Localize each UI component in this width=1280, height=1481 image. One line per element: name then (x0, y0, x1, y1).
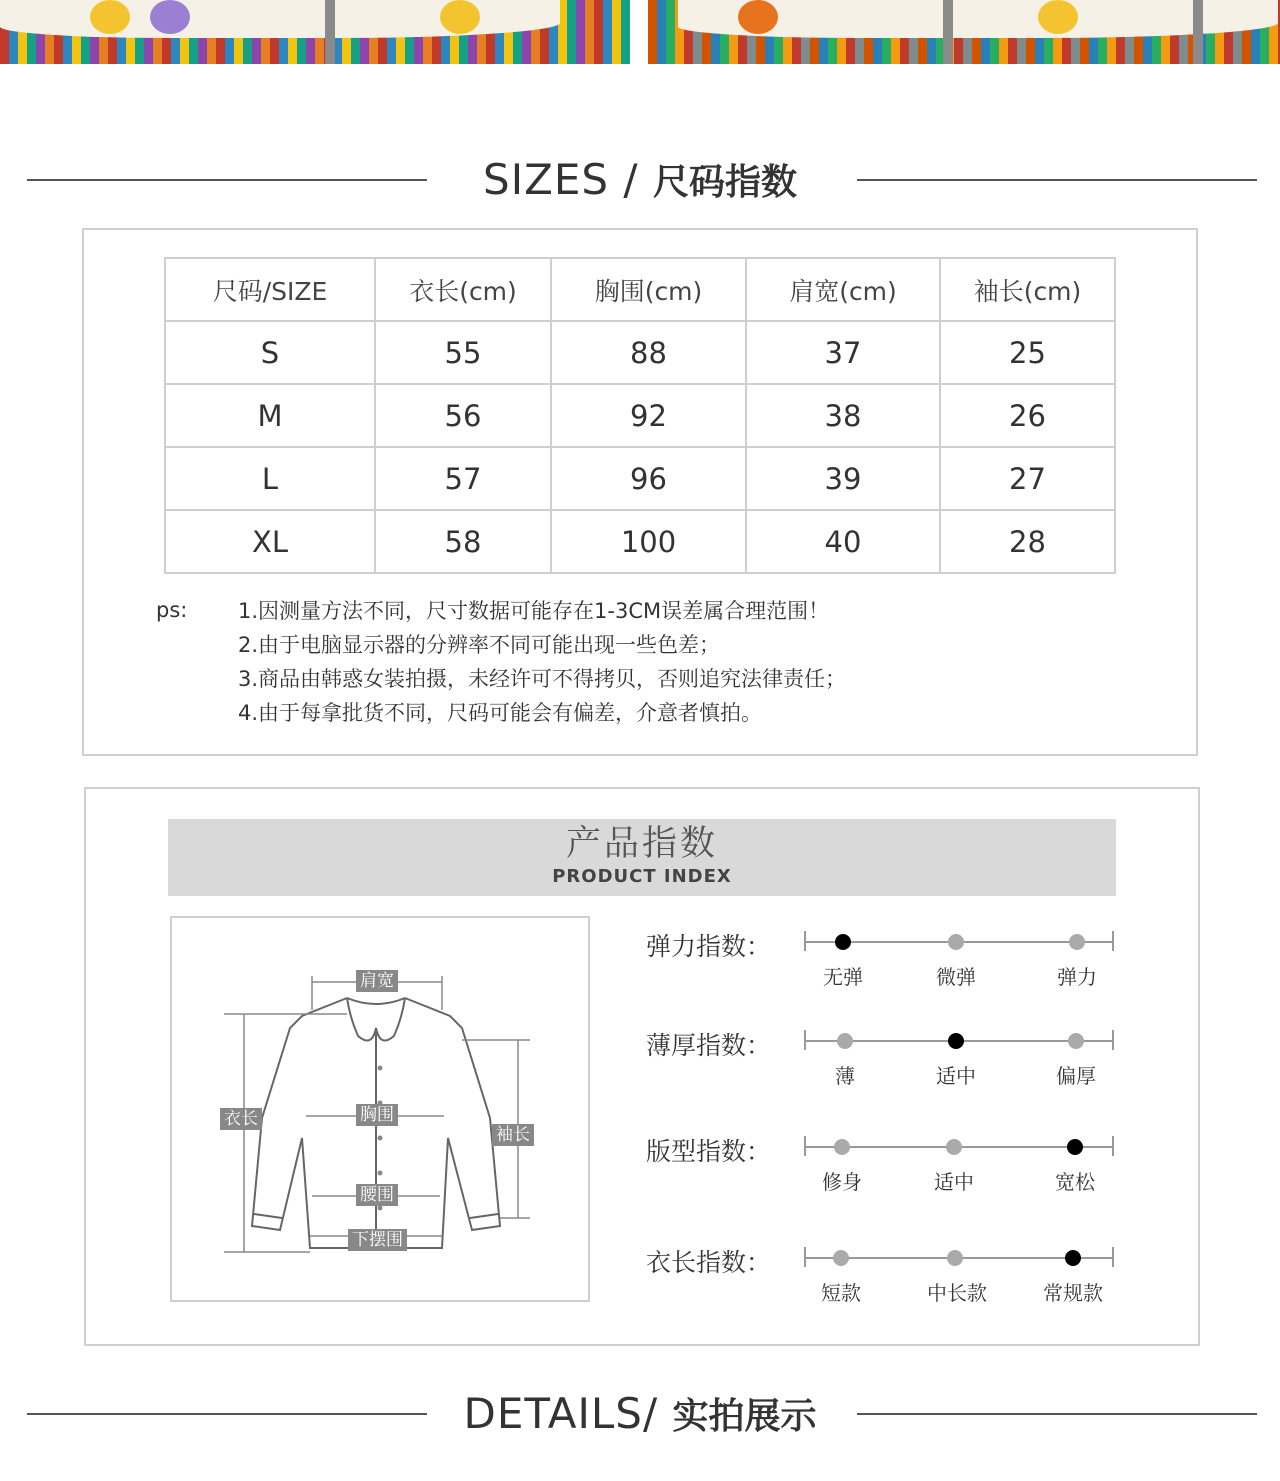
cell-length: 57 (375, 447, 551, 510)
cell-size: S (165, 321, 375, 384)
index-track-start (804, 931, 806, 951)
table-row (165, 321, 1115, 384)
index-dot (1068, 1033, 1084, 1049)
header-chest: 胸围(cm) (551, 258, 746, 321)
cell-shoulder: 37 (746, 321, 940, 384)
shoulder-label: 肩宽 (356, 970, 398, 992)
index-dot (1067, 1139, 1083, 1155)
waist-label: 腰围 (356, 1184, 398, 1206)
index-track-end (1112, 931, 1114, 951)
cell-sleeve: 27 (940, 447, 1115, 510)
index-track-end (1112, 1136, 1114, 1156)
table-row (165, 510, 1115, 573)
cell-sleeve: 26 (940, 384, 1115, 447)
index-option: 无弹 (823, 965, 863, 989)
note-item: 2.由于电脑显示器的分辨率不同可能出现一些色差； (238, 633, 721, 657)
index-name: 薄厚指数： (646, 1031, 772, 1060)
thickness-index (646, 1026, 1126, 1096)
sizes-title-sep: / (609, 155, 653, 204)
index-option: 宽松 (1055, 1170, 1095, 1194)
cell-chest: 88 (551, 321, 746, 384)
index-track-end (1112, 1030, 1114, 1050)
index-track-end (1112, 1247, 1114, 1267)
index-name: 弹力指数： (646, 932, 772, 961)
index-dot (835, 934, 851, 950)
cell-shoulder: 40 (746, 510, 940, 573)
details-title-sep: / (642, 1389, 673, 1438)
size-table (164, 257, 1116, 574)
sizes-section-title (0, 150, 1280, 210)
garment-diagram (170, 916, 590, 1302)
ps-label: ps: (156, 598, 188, 622)
cell-size: M (165, 384, 375, 447)
index-option: 适中 (936, 1064, 976, 1088)
product-photo-right (648, 0, 1280, 64)
cell-sleeve: 28 (940, 510, 1115, 573)
index-dot (834, 1139, 850, 1155)
size-chart-card (82, 228, 1198, 756)
length-label: 衣长 (220, 1108, 262, 1130)
note-item: 1.因测量方法不同，尺寸数据可能存在1-3CM误差属合理范围！ (238, 599, 830, 623)
sleeve-label: 袖长 (492, 1124, 534, 1146)
chest-label: 胸围 (356, 1104, 398, 1126)
header-shoulder: 肩宽(cm) (746, 258, 940, 321)
details-title-en: DETAILS (463, 1389, 643, 1438)
cell-chest: 100 (551, 510, 746, 573)
elasticity-index (646, 927, 1126, 997)
index-dot (947, 1250, 963, 1266)
index-name: 版型指数： (646, 1137, 772, 1166)
index-dot (946, 1139, 962, 1155)
note-item: 4.由于每拿批货不同，尺码可能会有偏差，介意者慎拍。 (238, 701, 763, 725)
cell-shoulder: 39 (746, 447, 940, 510)
index-track-start (804, 1136, 806, 1156)
cell-length: 56 (375, 384, 551, 447)
index-dot (948, 1033, 964, 1049)
index-name: 衣长指数： (646, 1248, 772, 1277)
index-option: 中长款 (927, 1281, 987, 1305)
cell-size: XL (165, 510, 375, 573)
product-index-banner (168, 819, 1116, 896)
index-dot (948, 934, 964, 950)
details-section-title (0, 1384, 1280, 1444)
details-heading (0, 1384, 1280, 1447)
cell-shoulder: 38 (746, 384, 940, 447)
header-size: 尺码/SIZE (165, 258, 375, 321)
details-title-cn: 实拍展示 (672, 1396, 817, 1437)
index-dot (837, 1033, 853, 1049)
sizes-heading (0, 150, 1280, 213)
size-table-header-row (165, 258, 1115, 321)
table-row (165, 447, 1115, 510)
index-option: 常规款 (1043, 1281, 1103, 1305)
cell-chest: 96 (551, 447, 746, 510)
header-length: 衣长(cm) (375, 258, 551, 321)
index-dot (1065, 1250, 1081, 1266)
product-index-title-cn: 产品指数 (565, 824, 718, 864)
cell-length: 55 (375, 321, 551, 384)
hem-label: 下摆围 (348, 1229, 407, 1251)
note-item: 3.商品由韩惑女装拍摄，未经许可不得拷贝，否则追究法律责任； (238, 667, 847, 691)
product-index-card (84, 787, 1200, 1346)
product-index-title-en: PRODUCT INDEX (552, 866, 732, 887)
fit-index (646, 1132, 1126, 1202)
index-track-start (804, 1247, 806, 1267)
sizes-title-en: SIZES (483, 155, 610, 204)
index-option: 薄 (835, 1064, 855, 1088)
sizes-title-cn: 尺码指数 (652, 162, 797, 203)
index-option: 适中 (934, 1170, 974, 1194)
table-row (165, 384, 1115, 447)
index-dot (833, 1250, 849, 1266)
cell-size: L (165, 447, 375, 510)
length-index (646, 1243, 1126, 1313)
cell-chest: 92 (551, 384, 746, 447)
index-option: 短款 (821, 1281, 861, 1305)
notes-list (238, 594, 846, 730)
index-option: 弹力 (1057, 965, 1097, 989)
header-sleeve: 袖长(cm) (940, 258, 1115, 321)
cell-sleeve: 25 (940, 321, 1115, 384)
index-option: 修身 (822, 1170, 862, 1194)
index-track-start (804, 1030, 806, 1050)
index-dot (1069, 934, 1085, 950)
product-photo-left (0, 0, 630, 64)
index-option: 偏厚 (1056, 1064, 1096, 1088)
cell-length: 58 (375, 510, 551, 573)
index-option: 微弹 (936, 965, 976, 989)
